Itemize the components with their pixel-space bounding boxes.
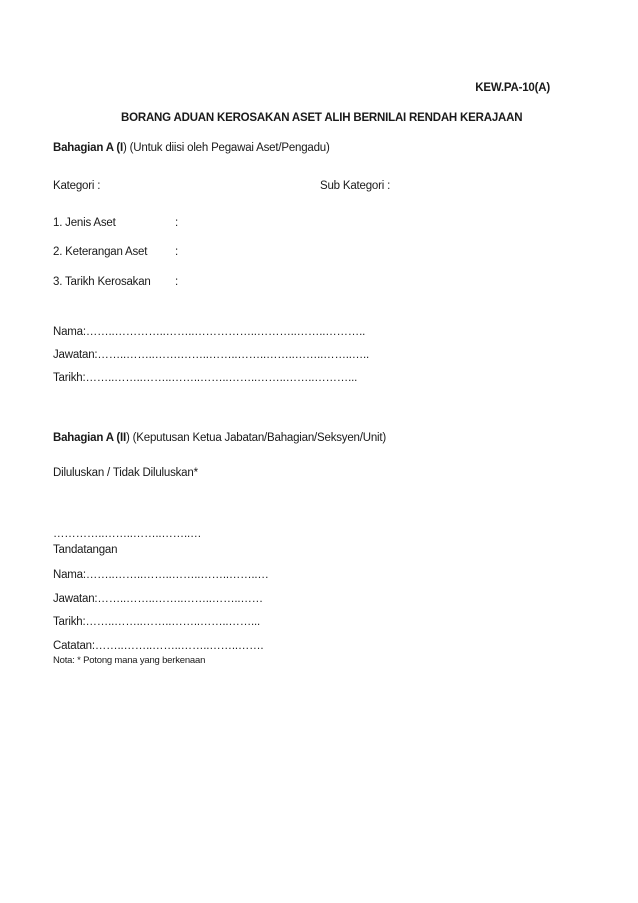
a2-nama-field[interactable]: Nama:……..……..……..……..……..……..… — [53, 569, 269, 581]
section-a2-heading-bold: Bahagian A (II — [53, 432, 127, 444]
a1-tarikh-field[interactable]: Tarikh:……..……..……..……..……..……..……..……..………... — [53, 372, 358, 384]
sub-kategori-label: Sub Kategori : — [320, 180, 391, 192]
tarikh-kerosakan-label: 3. Tarikh Kerosakan — [53, 276, 151, 288]
keterangan-aset-label: 2. Keterangan Aset — [53, 246, 148, 258]
decision-text: Diluluskan / Tidak Diluluskan* — [53, 467, 198, 479]
section-a1-heading-rest: ) (Untuk diisi oleh Pegawai Aset/Pengadu) — [123, 142, 330, 154]
tarikh-kerosakan-colon: : — [175, 276, 178, 288]
keterangan-aset-colon: : — [175, 246, 178, 258]
signature-line[interactable]: …………..……..……..……..… — [53, 528, 202, 540]
form-code: KEW.PA-10(A) — [475, 82, 550, 94]
jenis-aset-colon: : — [175, 217, 178, 229]
jenis-aset-label: 1. Jenis Aset — [53, 217, 116, 229]
section-a2-heading-rest: ) (Keputusan Ketua Jabatan/Bahagian/Seksyen/Unit) — [126, 432, 387, 444]
catatan-field[interactable]: Catatan:……..……..……..……..……..……. — [53, 640, 264, 652]
a1-nama-field[interactable]: Nama:……..…………..……..……………..………..……..……….. — [53, 326, 366, 338]
section-a1-heading-bold: Bahagian A (I — [53, 142, 124, 154]
nota-text: Nota: * Potong mana yang berkenaan — [53, 655, 206, 666]
tandatangan-label: Tandatangan — [53, 544, 118, 556]
section-a1-heading — [53, 141, 330, 155]
a1-jawatan-field[interactable]: Jawatan:……..……..…….……..……..……..……..……..……..….. — [53, 349, 370, 361]
kategori-label: Kategori : — [53, 180, 101, 192]
a2-tarikh-field[interactable]: Tarikh:……..……..……..……..……..……... — [53, 616, 261, 628]
form-title: BORANG ADUAN KEROSAKAN ASET ALIH BERNILAI RENDAH KERAJAAN — [121, 112, 523, 124]
section-a2-heading — [53, 431, 386, 445]
a2-jawatan-field[interactable]: Jawatan:……..……..……..……..……..…… — [53, 593, 263, 605]
